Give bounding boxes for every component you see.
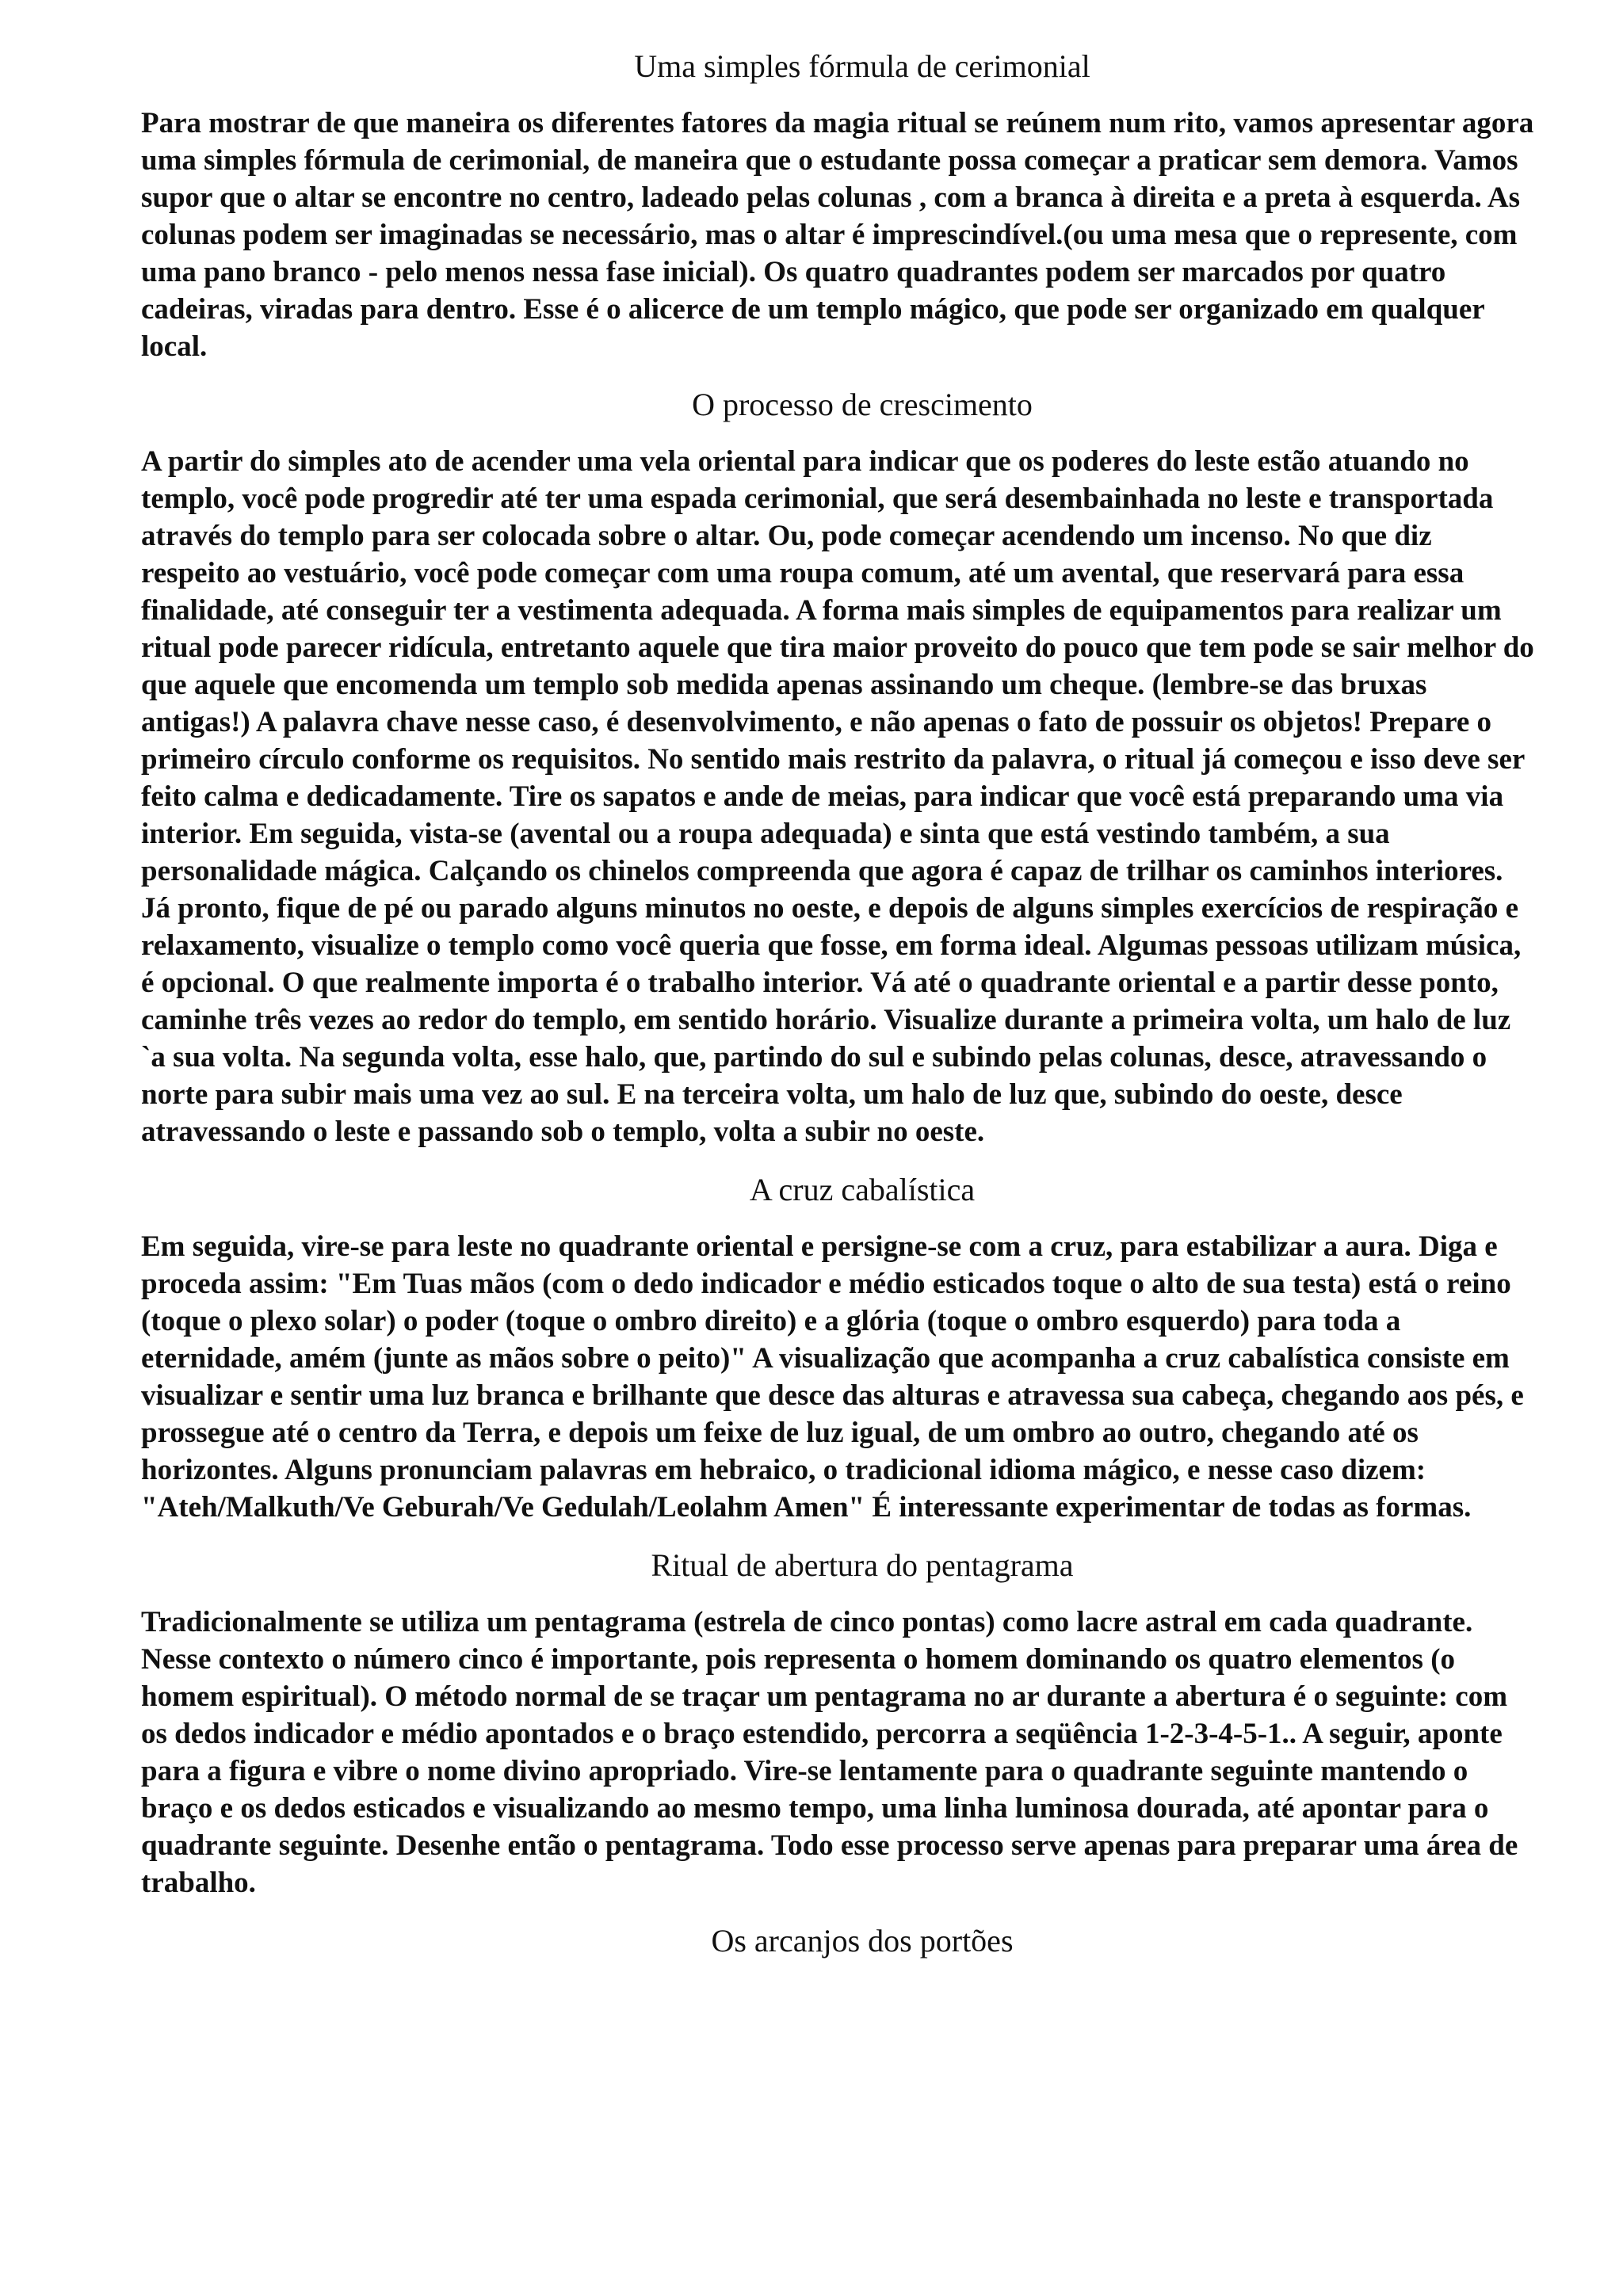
section-growth-process [141, 384, 1536, 1150]
section-paragraph: A partir do simples ato de acender uma vela oriental para indicar que os poderes do leste estão atuando no templo, você pode progredir até ter uma espada cerimonial, que será desembainhada no leste e transportada através do templo para ser colocada sobre o altar. Ou, pode começar acendendo um incenso. No que diz respeito ao vestuário, você pode começar com uma roupa comum, até um avental, que reservará para essa finalidade, até conseguir ter a vestimenta adequada. A forma mais simples de equipamentos para realizar um ritual pode parecer ridícula, entretanto aquele que tira maior proveito do pouco que tem pode se sair melhor do que aquele que encomenda um templo sob medida apenas assinando um cheque. (lembre-se das bruxas antigas!) A palavra chave nesse caso, é desenvolvimento, e não apenas o fato de possuir os objetos! Prepare o primeiro círculo conforme os requisitos. No sentido mais restrito da palavra, o ritual já começou e isso deve ser feito calma e dedicadamente. Tire os sapatos e ande de meias, para indicar que você está preparando uma via interior. Em seguida, vista-se (avental ou a roupa adequada) e sinta que está vestindo também, a sua personalidade mágica. Calçando os chinelos compreenda que agora é capaz de trilhar os caminhos interiores. Já pronto, fique de pé ou parado alguns minutos no oeste, e depois de alguns simples exercícios de respiração e relaxamento, visualize o templo como você queria que fosse, em forma ideal. Algumas pessoas utilizam música, é opcional. O que realmente importa é o trabalho interior. Vá até o quadrante oriental e a partir desse ponto, caminhe três vezes ao redor do templo, em sentido horário. Visualize durante a primeira volta, um halo de luz `a sua volta. Na segunda volta, esse halo, que, partindo do sul e subindo pelas colunas, desce, atravessando o norte para subir mais uma vez ao sul. E na terceira volta, um halo de luz que, subindo do oeste, desce atravessando o leste e passando sob o templo, volta a subir no oeste. [141, 445, 1534, 1148]
section-paragraph: Em seguida, vire-se para leste no quadrante oriental e persigne-se com a cruz, para estabilizar a aura. Diga e proceda assim: "Em Tuas mãos (com o dedo indicador e médio esticados toque o alto de sua testa) está o reino (toque o plexo solar) o poder (toque o ombro direito) e a glória (toque o ombro esquerdo) para toda a eternidade, amém (junte as mãos sobre o peito)" A visualização que acompanha a cruz cabalística consiste em visualizar e sentir uma luz branca e brilhante que desce das alturas e atravessa sua cabeça, chegando aos pés, e prossegue até o centro da Terra, e depois um feixe de luz igual, de um ombro ao outro, chegando até os horizontes. Alguns pronunciam palavras em hebraico, o tradicional idioma mágico, e nesse caso dizem: "Ateh/Malkuth/Ve Geburah/Ve Gedulah/Leolahm Amen" É interessante experimentar de todas as formas. [141, 1230, 1524, 1524]
section-heading: Uma simples fórmula de cerimonial [634, 48, 1090, 84]
section-heading: Ritual de abertura do pentagrama [651, 1547, 1074, 1583]
section-archangels [141, 1920, 1536, 1962]
section-paragraph: Tradicionalmente se utiliza um pentagrama (estrela de cinco pontas) como lacre astral em cada quadrante. Nesse contexto o número cinco é importante, pois representa o homem dominando os quatro elementos (o homem espiritual). O método normal de se traçar um pentagrama no ar durante a abertura é o seguinte: com os dedos indicador e médio apontados e o braço estendido, percorra a seqüência 1-2-3-4-5-1.. A seguir, aponte para a figura e vibre o nome divino apropriado. Vire-se lentamente para o quadrante seguinte mantendo o braço e os dedos esticados e visualizando ao mesmo tempo, uma linha luminosa dourada, até apontar para o quadrante seguinte. Desenhe então o pentagrama. Todo esse processo serve apenas para preparar uma área de trabalho. [141, 1606, 1518, 1899]
section-paragraph: Para mostrar de que maneira os diferentes fatores da magia ritual se reúnem num rito, vamos apresentar agora uma simples fórmula de cerimonial, de maneira que o estudante possa começar a praticar sem demora. Vamos supor que o altar se encontre no centro, ladeado pelas colunas , com a branca à direita e a preta à esquerda. As colunas podem ser imaginadas se necessário, mas o altar é imprescindível.(ou uma mesa que o represente, com uma pano branco - pelo menos nessa fase inicial). Os quatro quadrantes podem ser marcados por quatro cadeiras, viradas para dentro. Esse é o alicerce de um templo mágico, que pode ser organizado em qualquer local. [141, 107, 1534, 363]
section-heading: A cruz cabalística [749, 1172, 976, 1207]
section-simple-formula [141, 46, 1536, 365]
section-kabbalistic-cross [141, 1169, 1536, 1526]
section-pentagram-ritual [141, 1545, 1536, 1901]
document-page [141, 46, 1536, 1979]
section-heading: O processo de crescimento [692, 387, 1033, 422]
section-heading: Os arcanjos dos portões [711, 1923, 1014, 1958]
